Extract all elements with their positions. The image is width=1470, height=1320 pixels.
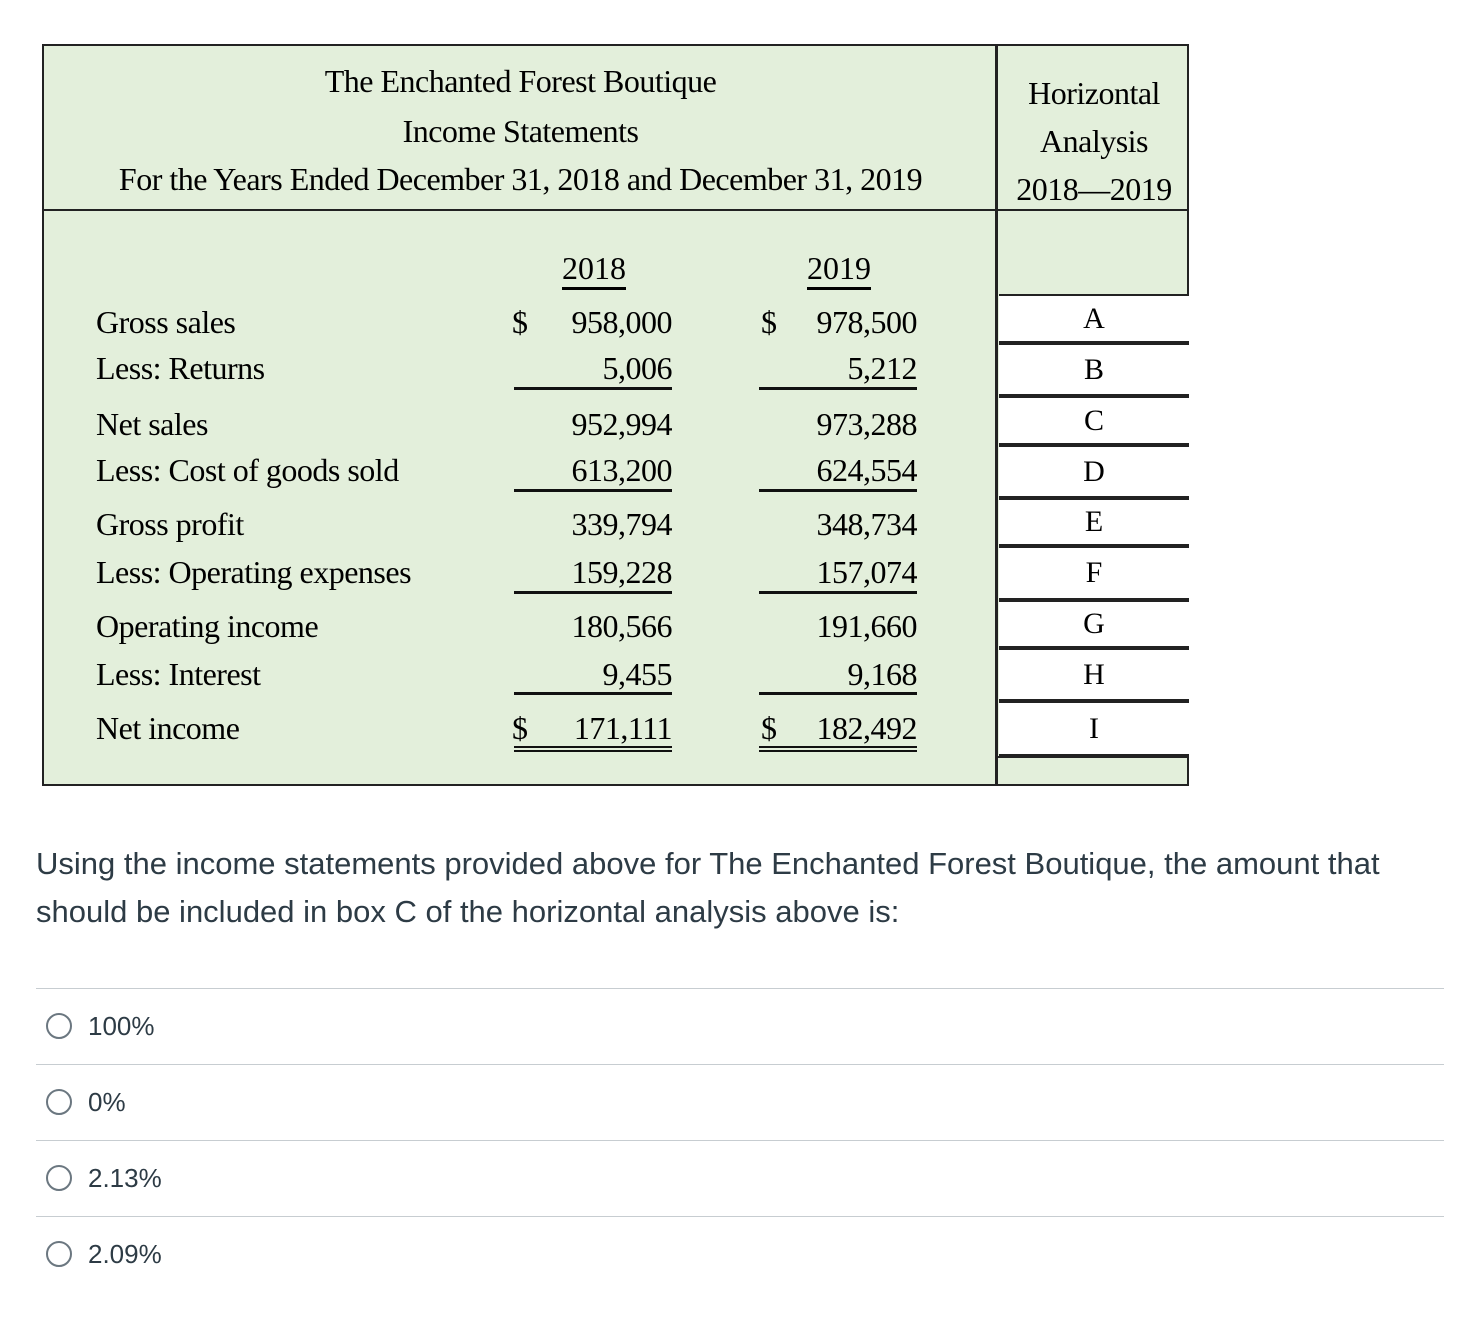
value-2019-interest: 9,168 xyxy=(847,656,917,692)
total-double-rule xyxy=(759,746,917,752)
statement-period: For the Years Ended December 31, 2018 and December 31, 2019 xyxy=(118,161,923,197)
option-label[interactable]: 0% xyxy=(88,1087,126,1117)
value-2018-net-sales: 952,994 xyxy=(571,406,672,442)
ha-box-b: B xyxy=(999,343,1189,396)
ha-box-a: A xyxy=(999,294,1189,343)
value-2018-operating-income: 180,566 xyxy=(571,608,672,644)
radio-button[interactable] xyxy=(46,1089,72,1115)
subtotal-rule xyxy=(514,692,672,695)
subtotal-rule xyxy=(759,387,917,390)
row-label-operating-expenses: Less: Operating expenses xyxy=(96,554,412,590)
value-2019-operating-expenses: 157,074 xyxy=(816,554,917,590)
subtotal-rule xyxy=(514,489,672,492)
value-2019-gross-profit: 348,734 xyxy=(816,506,917,542)
radio-button[interactable] xyxy=(46,1165,72,1191)
statement-subtitle: Income Statements xyxy=(402,113,639,149)
ha-box-f: F xyxy=(999,546,1189,600)
year-header-2018: 2018 xyxy=(562,250,626,286)
dollar-sign-net-income-2019: $ xyxy=(761,710,777,746)
row-label-cogs: Less: Cost of goods sold xyxy=(96,452,399,488)
header-divider xyxy=(44,209,1189,211)
value-2018-gross-profit: 339,794 xyxy=(571,506,672,542)
value-2018-net-income: 171,111 xyxy=(573,710,672,746)
answer-option-2-13-percent[interactable] xyxy=(36,1141,1444,1216)
row-label-gross-profit: Gross profit xyxy=(96,506,244,542)
answer-option-100-percent[interactable] xyxy=(36,989,1444,1064)
ha-box-d: D xyxy=(999,445,1189,498)
ha-header-line-1: Horizontal xyxy=(1028,75,1160,111)
statement-title: The Enchanted Forest Boutique xyxy=(324,63,717,99)
row-label-interest: Less: Interest xyxy=(96,656,261,692)
dollar-sign-gross-sales-2018: $ xyxy=(512,304,528,340)
option-label[interactable]: 2.09% xyxy=(88,1239,162,1269)
answer-option-2-09-percent[interactable] xyxy=(36,1217,1444,1292)
radio-button[interactable] xyxy=(46,1241,72,1267)
row-label-gross-sales: Gross sales xyxy=(96,304,236,340)
ha-box-g: G xyxy=(999,600,1189,648)
subtotal-rule xyxy=(514,591,672,594)
value-2018-operating-expenses: 159,228 xyxy=(571,554,672,590)
option-label[interactable]: 100% xyxy=(88,1011,155,1041)
value-2018-returns: 5,006 xyxy=(602,350,672,386)
value-2018-gross-sales: 958,000 xyxy=(571,304,672,340)
value-2019-net-sales: 973,288 xyxy=(816,406,917,442)
value-2019-cogs: 624,554 xyxy=(816,452,917,488)
value-2019-net-income: 182,492 xyxy=(816,710,917,746)
subtotal-rule xyxy=(759,489,917,492)
total-double-rule xyxy=(514,746,672,752)
income-statement-figure xyxy=(42,44,1189,786)
ha-box-e: E xyxy=(999,498,1189,546)
ha-box-i: I xyxy=(999,701,1189,756)
subtotal-rule xyxy=(514,387,672,390)
subtotal-rule xyxy=(759,591,917,594)
dollar-sign-net-income-2018: $ xyxy=(512,710,528,746)
row-label-net-sales: Net sales xyxy=(96,406,208,442)
value-2018-interest: 9,455 xyxy=(602,656,672,692)
dollar-sign-gross-sales-2019: $ xyxy=(761,304,777,340)
row-label-net-income: Net income xyxy=(96,710,240,746)
option-label[interactable]: 2.13% xyxy=(88,1163,162,1193)
value-2018-cogs: 613,200 xyxy=(571,452,672,488)
ha-box-c: C xyxy=(999,396,1189,445)
ha-header-line-3: 2018—2019 xyxy=(1016,171,1172,207)
ha-bottom-divider xyxy=(997,756,1189,758)
year-header-2019: 2019 xyxy=(807,250,871,286)
answer-option-0-percent[interactable] xyxy=(36,1065,1444,1140)
ha-box-h: H xyxy=(999,648,1189,701)
value-2019-operating-income: 191,660 xyxy=(816,608,917,644)
subtotal-rule xyxy=(759,692,917,695)
row-label-operating-income: Operating income xyxy=(96,608,319,644)
radio-button[interactable] xyxy=(46,1013,72,1039)
ha-header-line-2: Analysis xyxy=(1040,123,1148,159)
value-2019-gross-sales: 978,500 xyxy=(816,304,917,340)
value-2019-returns: 5,212 xyxy=(847,350,917,386)
question-text: Using the income statements provided above for The Enchanted Forest Boutique, the amount that should be included in box C of the horizontal analysis above is: xyxy=(36,846,1380,929)
row-label-returns: Less: Returns xyxy=(96,350,265,386)
column-divider xyxy=(995,46,998,786)
